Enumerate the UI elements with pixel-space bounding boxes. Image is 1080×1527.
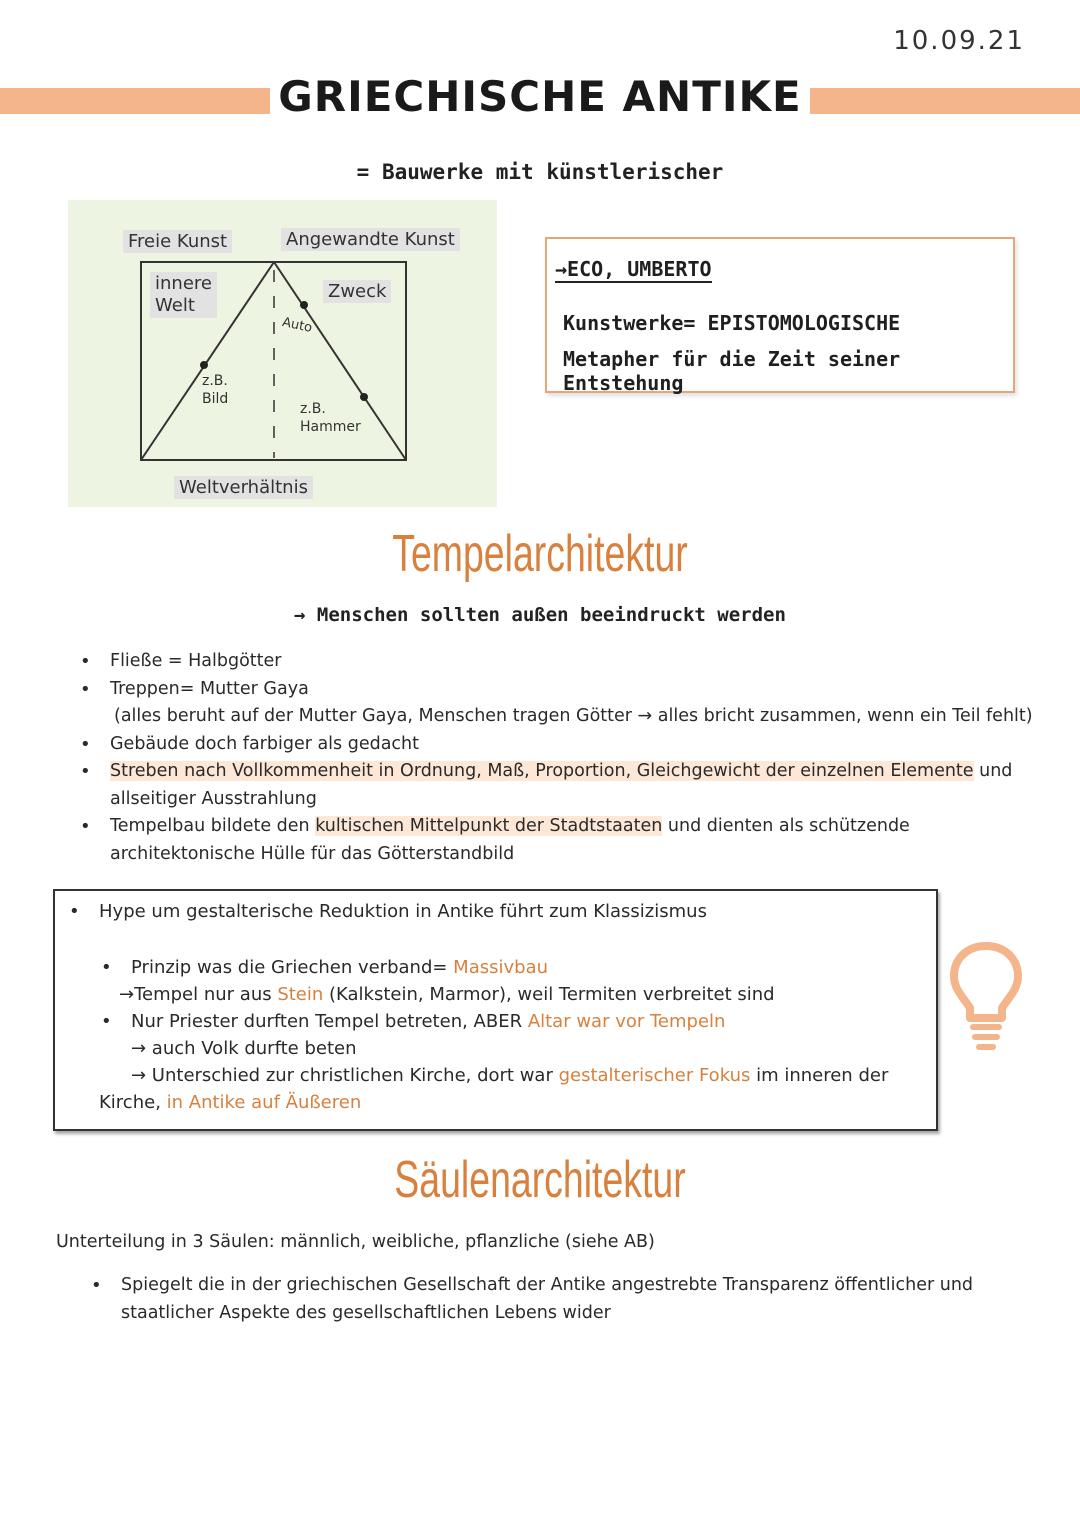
temple-b5-line2: architektonische Hülle für das Götterstandbild [110,843,515,864]
subtitle: = Bauwerke mit künstlerischer [356,160,724,184]
columns-b1-l2: staatlicher Aspekte des gesellschaftlichen Lebens wider [121,1302,611,1323]
temple-bullet-list [80,648,1050,868]
frame-line-6 [131,1065,888,1086]
point-auto [300,301,308,309]
label-auto: Auto [280,315,314,336]
frame-l7-o: in Antike auf Äußeren [166,1092,362,1113]
page-title-text: GRIECHISCHE ANTIKE [270,72,809,121]
lightbulb-icon [948,940,1024,1060]
bullet-icon: • [80,651,91,672]
label-example-hammer [300,400,361,436]
list-item [91,1272,1041,1327]
frame-l6-a: → Unterschied zur christlichen Kirche, dort war [131,1065,559,1086]
frame-line-3 [119,984,775,1005]
columns-b1-l1: Spiegelt die in der griechischen Gesellschaft der Antike angestrebte Transparenz öffentlicher und [121,1275,974,1295]
temple-heading: Tempelarchitektur [392,525,688,583]
bullet-icon: • [80,733,91,755]
bullet-icon: • [80,761,91,782]
eco-line-2: Metapher für die Zeit seiner Entstehung [563,347,901,395]
bullet-icon: • [69,901,80,922]
temple-b5-highlight: kultischen Mittelpunkt der Stadtstaaten [315,816,663,836]
list-item [80,813,1050,868]
temple-b1: Fließe = Halbgötter [110,651,282,671]
frame-l3-b: (Kalkstein, Marmor), weil Termiten verbreitet sind [323,984,775,1005]
frame-l3-o: Stein [277,984,324,1005]
temple-b3: Gebäude doch farbiger als gedacht [110,733,420,754]
frame-bullet-3 [101,1011,726,1032]
frame-l4-o: Altar war vor Tempeln [527,1011,726,1032]
label-inner-world-1: innere [155,273,212,294]
art-diagram [68,200,497,507]
frame-l6-b: im inneren der [750,1065,889,1086]
label-eg2-b: Hammer [300,419,361,435]
temple-b2-note: (alles beruht auf der Mutter Gaya, Menschen tragen Götter → alles bricht zusammen, wenn ein Teil fehlt) [114,706,1033,726]
temple-b4-rest: und [973,761,1013,781]
date: 10.09.21 [893,26,1025,56]
list-item [80,758,1050,813]
label-inner-world-2: Welt [155,295,195,316]
label-purpose: Zweck [323,280,391,303]
info-frame [53,889,938,1131]
temple-b4-highlight: Streben nach Vollkommenheit in Ordnung, Maß, Proportion, Gleichgewicht der einzelnen Elemente [110,761,974,781]
frame-l7-a: Kirche, [99,1092,167,1113]
label-applied-art: Angewandte Kunst [281,228,460,251]
temple-b2: Treppen= Mutter Gaya [110,678,309,699]
list-item [80,676,1050,704]
page-title [0,72,1080,121]
temple-subline: → Menschen sollten außen beeindruckt werden [294,604,786,626]
eco-heading: →ECO, UMBERTO [555,257,712,281]
frame-bullet-2 [101,957,549,978]
frame-line-7 [99,1092,361,1113]
frame-l3-a: →Tempel nur aus [119,984,278,1005]
bullet-icon: • [80,816,91,837]
eco-line-1: Kunstwerke= EPISTOMOLOGISCHE [563,311,901,335]
bullet-icon: • [101,1011,112,1032]
bullet-icon: • [91,1275,102,1296]
label-eg1-a: z.B. [202,373,228,389]
frame-l6-o: gestalterischer Fokus [558,1065,751,1086]
temple-b5-b: und dienten als schützende [662,816,910,836]
temple-b5-a: Tempelbau bildete den [110,816,316,836]
columns-intro: Unterteilung in 3 Säulen: männlich, weibliche, pflanzliche (siehe AB) [56,1232,655,1252]
frame-line-5: → auch Volk durfte beten [131,1038,357,1059]
list-item [80,731,1050,759]
label-free-art: Freie Kunst [123,230,232,253]
point-image [200,361,208,369]
label-world-relation: Weltverhältnis [174,476,313,499]
frame-l2-a: Prinzip was die Griechen verband= [131,957,454,978]
frame-l2-o: Massivbau [453,957,549,978]
columns-bullet-list [91,1272,1041,1327]
frame-l4-a: Nur Priester durften Tempel betreten, ABER [131,1011,528,1032]
frame-bullet-1 [69,901,707,922]
eco-quote-box [545,237,1015,393]
point-hammer [360,393,368,401]
temple-b4-line2: allseitiger Ausstrahlung [110,788,317,809]
label-eg1-b: Bild [202,391,229,407]
label-inner-world [150,272,217,318]
label-eg2-a: z.B. [300,401,326,417]
label-example-image [202,372,228,408]
bullet-icon: • [101,957,112,978]
list-item [80,648,1050,676]
frame-l1: Hype um gestalterische Reduktion in Antike führt zum Klassizismus [99,901,707,922]
bullet-icon: • [80,678,91,700]
columns-heading: Säulenarchitektur [394,1151,686,1209]
list-item-note [114,703,1054,731]
